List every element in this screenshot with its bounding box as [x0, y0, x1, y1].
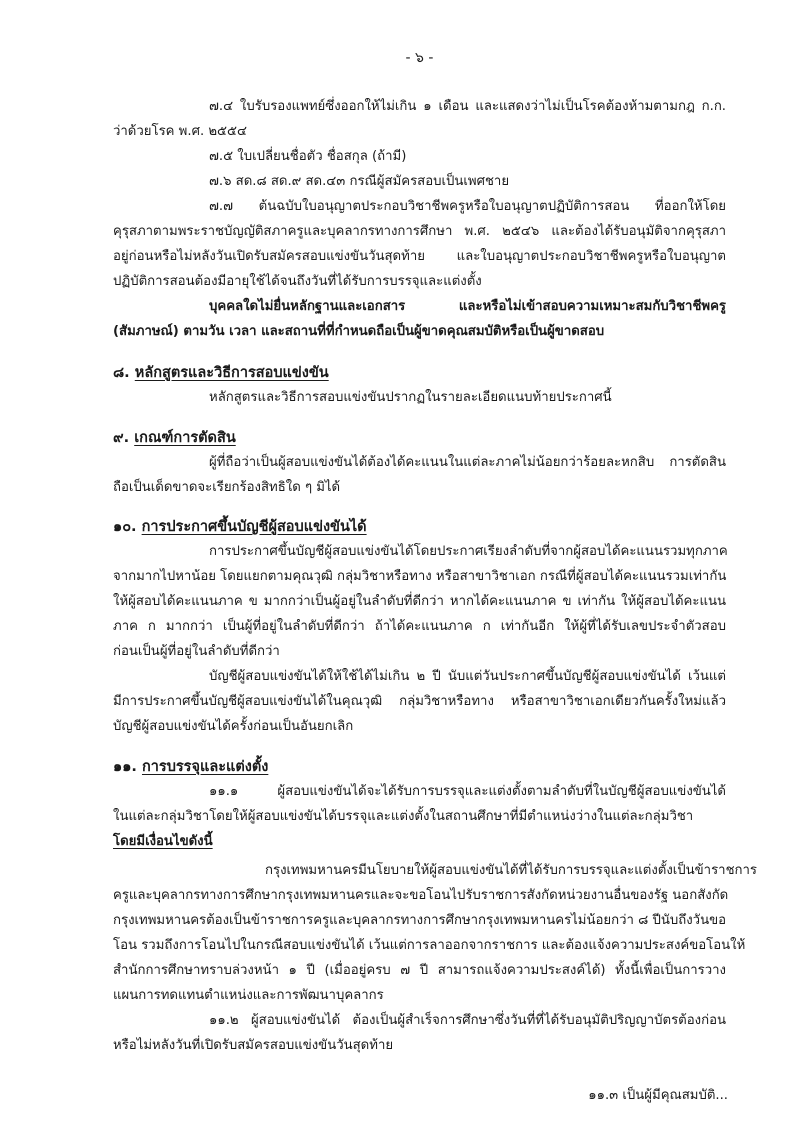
- item-11-2-line-2: หรือไม่หลังวันที่เปิดรับสมัครสอบแข่งขันวันสุดท้าย: [113, 1038, 394, 1053]
- section-8-title: หลักสูตรและวิธีการสอบแข่งขัน: [134, 365, 329, 381]
- policy-line-6: แผนการทดแทนตำแหน่งและการพัฒนาบุคลากร: [113, 988, 384, 1003]
- policy-line-4: โอน รวมถึงการโอนไปในกรณีสอบแข่งขันได้ เว้นแต่การลาออกจากราชการ และต้องแจ้งความประสงค์ขอโอนให้: [113, 938, 746, 953]
- section-10-line-5: ก่อนเป็นผู้ที่อยู่ในลำดับที่ดีกว่า: [113, 644, 280, 659]
- section-9-line-2: ถือเป็นเด็ดขาดจะเรียกร้องสิทธิใด ๆ มิได้: [113, 480, 341, 495]
- section-10-heading: [113, 516, 726, 538]
- warning-line-1: บุคคลใดไม่ยื่นหลักฐานและเอกสาร และหรือไม่เข้าสอบความเหมาะสมกับวิชาชีพครู: [209, 299, 726, 314]
- section-10-line-6: บัญชีผู้สอบแข่งขันได้ให้ใช้ได้ไม่เกิน ๒ ปี นับแต่วันประกาศขึ้นบัญชีผู้สอบแข่งขันได้ เว้นแต่: [209, 669, 726, 684]
- section-10-title: การประกาศขึ้นบัญชีผู้สอบแข่งขันได้: [141, 519, 367, 535]
- conditions-label-text: โดยมีเงื่อนไขดังนี้: [113, 834, 213, 849]
- section-10-line-4: ภาค ก มากกว่า เป็นผู้ที่อยู่ในลำดับที่ดีกว่า ถ้าได้คะแนนภาค ก เท่ากันอีก ให้ผู้ที่ได้รับเลขประจำตัวสอบ: [113, 619, 726, 634]
- warning-line-2: (สัมภาษณ์) ตามวัน เวลา และสถานที่ที่กำหนดถือเป็นผู้ขาดคุณสมบัติหรือเป็นผู้ขาดสอบ: [113, 324, 605, 339]
- section-9-line-1: ผู้ที่ถือว่าเป็นผู้สอบแข่งขันได้ต้องได้คะแนนในแต่ละภาคไม่น้อยกว่าร้อยละหกสิบ การตัดสิน: [209, 455, 726, 470]
- item-7-6: ๗.๖ สด.๘ สด.๙ สด.๔๓ กรณีผู้สมัครสอบเป็นเพศชาย: [209, 174, 510, 189]
- item-11-2-line-1: ๑๑.๒ ผู้สอบแข่งขันได้ ต้องเป็นผู้สำเร็จการศึกษาซึ่งวันที่ที่ได้รับอนุมัติปริญญาบัตรต้องก่อน: [209, 1013, 726, 1028]
- section-11-number: ๑๑.: [113, 759, 137, 775]
- section-11-heading: [113, 756, 726, 778]
- section-10-line-2: จากมากไปหาน้อย โดยแยกตามคุณวุฒิ กลุ่มวิชาหรือทาง หรือสาขาวิชาเอก กรณีที่ผู้สอบได้คะแนนรวมเท่ากัน: [113, 569, 727, 584]
- section-9-number: ๙.: [113, 430, 130, 446]
- policy-line-1: กรุงเทพมหานครมีนโยบายให้ผู้สอบแข่งขันได้ที่ได้รับการบรรจุและแต่งตั้งเป็นข้าราชการ: [265, 863, 757, 878]
- section-10-line-7: มีการประกาศขึ้นบัญชีผู้สอบแข่งขันได้ในคุณวุฒิ กลุ่มวิชาหรือทาง หรือสาขาวิชาเอกเดียวกันครั้งใหม่แล้ว: [113, 694, 726, 709]
- item-11-1-line-1: ๑๑.๑ ผู้สอบแข่งขันได้จะได้รับการบรรจุและแต่งตั้งตามลำดับที่ในบัญชีผู้สอบแข่งขันได้: [209, 784, 726, 799]
- item-7-5: ๗.๕ ใบเปลี่ยนชื่อตัว ชื่อสกุล (ถ้ามี): [209, 149, 407, 164]
- continuation-note: ๑๑.๓ เป็นผู้มีคุณสมบัติ...: [588, 1088, 728, 1103]
- section-9-title: เกณฑ์การตัดสิน: [134, 430, 236, 446]
- section-10-line-1: การประกาศขึ้นบัญชีผู้สอบแข่งขันได้โดยประกาศเรียงลำดับที่จากผู้สอบได้คะแนนรวมทุกภาค: [209, 544, 728, 559]
- item-7-7-line-2: คุรุสภาตามพระราชบัญญัติสภาครูและบุคลากรทางการศึกษา พ.ศ. ๒๕๔๖ และต้องได้รับอนุมัติจากคุรุสภา: [113, 224, 726, 239]
- page-number: - ๖ -: [405, 50, 434, 66]
- item-7-4-line-2: ว่าด้วยโรค พ.ศ. ๒๕๕๔: [113, 124, 247, 139]
- item-11-1-line-2: ในแต่ละกลุ่มวิชาโดยให้ผู้สอบแข่งขันได้บรรจุและแต่งตั้งในสถานศึกษาที่มีตำแหน่งว่างในแต่ละกลุ่มวิชา: [113, 809, 694, 824]
- section-10-number: ๑๐.: [113, 519, 137, 535]
- section-10-line-8: บัญชีผู้สอบแข่งขันได้ครั้งก่อนเป็นอันยกเลิก: [113, 719, 354, 734]
- policy-line-2: ครูและบุคลากรทางการศึกษากรุงเทพมหานครและจะขอโอนไปรับราชการสังกัดหน่วยงานอื่นของรัฐ นอกสังกัด: [113, 888, 729, 903]
- item-7-7-line-3: อยู่ก่อนหรือไม่หลังวันเปิดรับสมัครสอบแข่งขันวันสุดท้าย และใบอนุญาตประกอบวิชาชีพครูหรือใบอนุญาต: [113, 249, 726, 264]
- conditions-label: [113, 831, 726, 853]
- section-8-body: หลักสูตรและวิธีการสอบแข่งขันปรากฏในรายละเอียดแนบท้ายประกาศนี้: [209, 390, 612, 405]
- section-11-title: การบรรจุและแต่งตั้ง: [141, 759, 269, 775]
- section-9-heading: [113, 427, 726, 449]
- section-10-line-3: ให้ผู้สอบได้คะแนนภาค ข มากกว่าเป็นผู้อยู่ในลำดับที่ดีกว่า หากได้คะแนนภาค ข เท่ากัน ให้ผู้สอบได้คะแนน: [113, 594, 726, 609]
- policy-line-5: สำนักการศึกษาทราบล่วงหน้า ๑ ปี (เมื่ออยู่ครบ ๗ ปี สามารถแจ้งความประสงค์ได้) ทั้งนี้เพื่อเป็นการวาง: [113, 963, 726, 978]
- section-8-heading: [113, 362, 726, 384]
- item-7-4-line-1: ๗.๔ ใบรับรองแพทย์ซึ่งออกให้ไม่เกิน ๑ เดือน และแสดงว่าไม่เป็นโรคต้องห้ามตามกฎ ก.ก.: [209, 99, 726, 114]
- section-8-number: ๘.: [113, 365, 130, 381]
- item-7-7-line-1: ๗.๗ ต้นฉบับใบอนุญาตประกอบวิชาชีพครูหรือใบอนุญาตปฏิบัติการสอน ที่ออกให้โดย: [209, 199, 726, 214]
- policy-line-3: กรุงเทพมหานครต้องเป็นข้าราชการครูและบุคลากรทางการศึกษากรุงเทพมหานครไม่น้อยกว่า ๘ ปีนับถึงวันขอ: [113, 913, 727, 928]
- item-7-7-line-4: ปฏิบัติการสอนต้องมีอายุใช้ได้จนถึงวันที่ได้รับการบรรจุและแต่งตั้ง: [113, 274, 482, 289]
